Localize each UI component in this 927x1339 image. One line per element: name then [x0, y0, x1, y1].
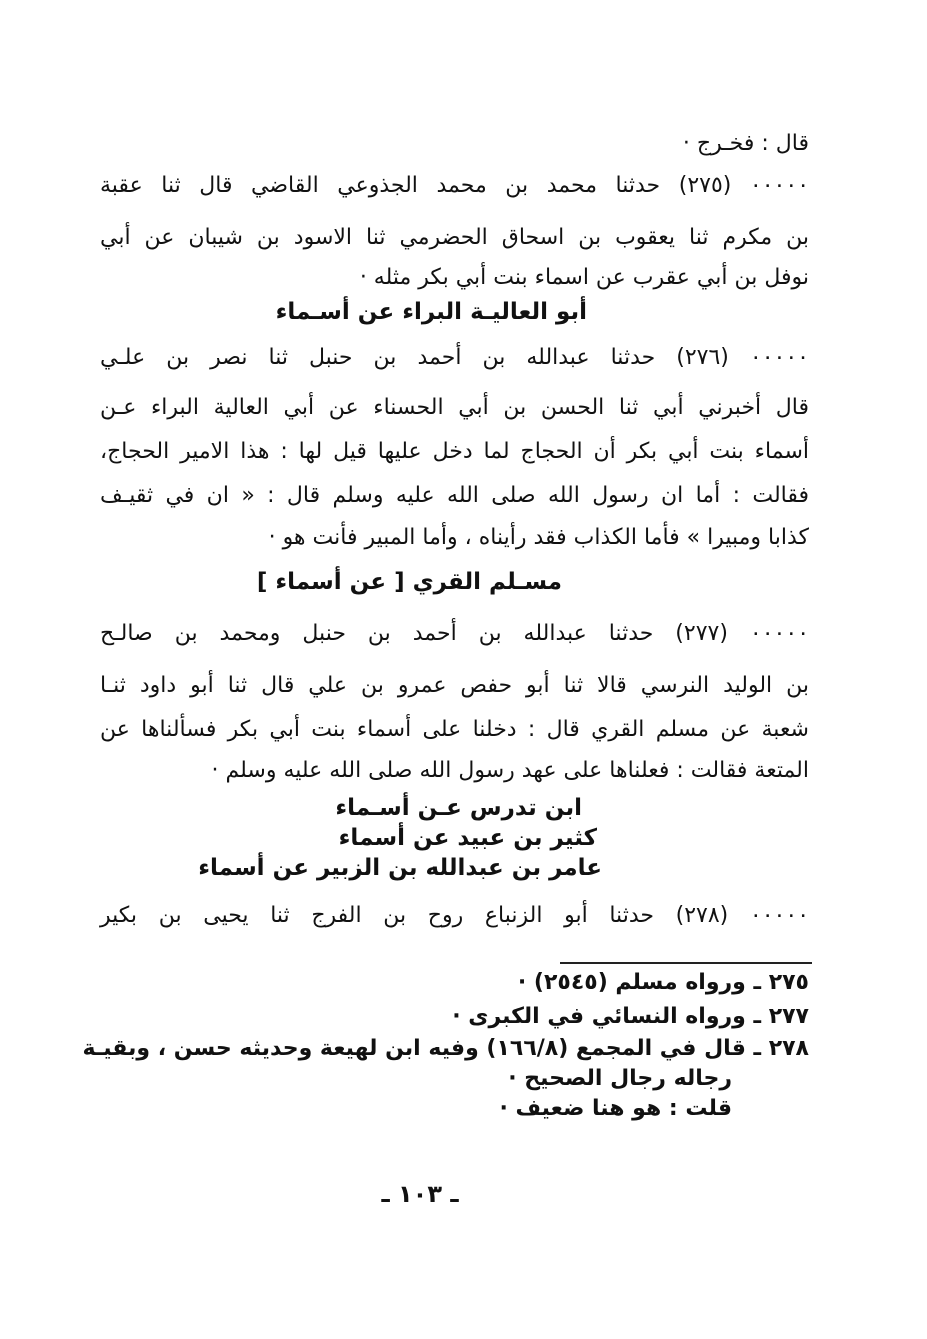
section-heading-amir-ibn-abdullah: عامر بن عبدالله بن الزبير عن أسماء: [198, 855, 602, 881]
footnote-275: ٢٧٥ ـ ورواه مسلم (٢٥٤٥) ·: [517, 970, 809, 995]
text-line-6: قال أخبرني أبي ثنا الحسن بن أبي الحسناء عن أبي العالية البراء عـن: [100, 395, 809, 420]
text-line-3: بن مكرم ثنا يعقوب بن اسحاق الحضرمي ثنا الاسود بن شيبان عن أبي: [100, 225, 809, 250]
section-heading-abu-al-aliya: أبو العاليـة البراء عن أسـماء: [275, 299, 587, 325]
text-line-9: كذابا ومبيرا » فأما الكذاب فقد رأيناه ، وأما المبير فأنت هو ·: [268, 525, 809, 550]
text-line-5: ٠٠٠٠٠ (٢٧٦) حدثنا عبدالله بن أحمد بن حنبل ثنا نصر بن علـي: [100, 345, 809, 370]
footnote-278: ٢٧٨ ـ قال في المجمع (١٦٦/٨) وفيه ابن لهيعة وحديثه حسن ، وبقيـة: [82, 1036, 809, 1061]
text-line-7: أسماء بنت أبي بكر أن الحجاج لما دخل عليها قيل لها : هذا الامير الحجاج،: [100, 439, 809, 464]
footnote-separator: [560, 962, 812, 964]
section-heading-kathir-ibn-ubayd: كثير بن عبيد عن أسماء: [338, 825, 597, 851]
text-line-14: ٠٠٠٠٠ (٢٧٨) حدثنا أبو الزنباع روح بن الفرج ثنا يحيى بن بكير: [100, 903, 810, 928]
text-line-2: ٠٠٠٠٠ (٢٧٥) حدثنا محمد بن محمد الجذوعي القاضي قال ثنا عقبة: [100, 173, 810, 198]
section-heading-ibn-tadrus: ابن تدرس عـن أسـماء: [335, 795, 582, 821]
text-line-11: بن الوليد النرسي قالا ثنا أبو حفص عمرو بن علي قال ثنا أبو داود ثنـا: [100, 673, 809, 698]
text-line-12: شعبة عن مسلم القري قال : دخلنا على أسماء بنت أبي بكر فسألناها عن: [100, 717, 809, 742]
section-heading-muslim-al-qurri: مسـلم القري [ عن أسماء ]: [256, 569, 562, 595]
text-line-13: المتعة فقالت : فعلناها على عهد رسول الله صلى الله عليه وسلم ·: [211, 758, 809, 783]
page-number: ـ ١٠٣ ـ: [381, 1180, 459, 1208]
footnote-278-cont-1: رجاله رجال الصحيح ·: [508, 1066, 732, 1091]
text-line-4: نوفل بن أبي عقرب عن اسماء بنت أبي بكر مثله ·: [359, 265, 809, 290]
footnote-277: ٢٧٧ ـ ورواه النسائي في الكبرى ·: [452, 1004, 809, 1029]
footnote-278-cont-2: قلت : هو هنا ضعيف ·: [499, 1096, 732, 1121]
text-line-10: ٠٠٠٠٠ (٢٧٧) حدثنا عبدالله بن أحمد بن حنبل ومحمد بن صالـح: [100, 621, 810, 646]
text-line-8: فقالت : أما ان رسول الله صلى الله عليه وسلم قال : « ان في ثقيـف: [100, 483, 809, 508]
text-line-1: قال : فخـرج ·: [682, 131, 809, 156]
